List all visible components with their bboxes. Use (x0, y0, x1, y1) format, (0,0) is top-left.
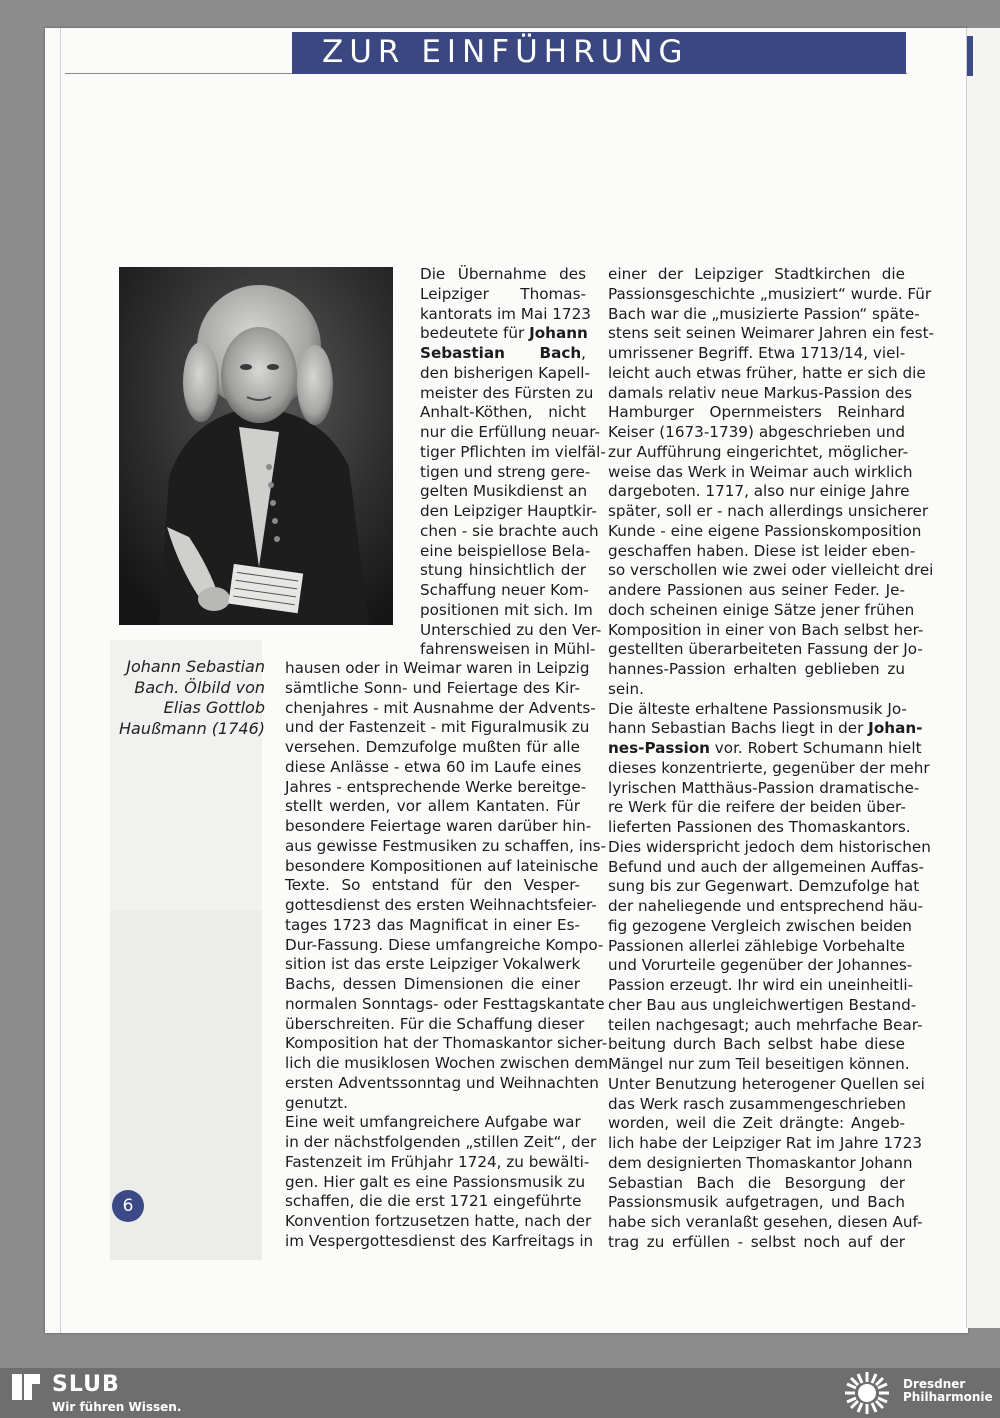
text-line: beitung durch Bach selbst habe diese (608, 1035, 905, 1054)
text-line: Mängel nur zum Teil beseitigen können. (608, 1055, 910, 1073)
caption-line: Bach. Ölbild von (134, 677, 265, 697)
bach-portrait-image (119, 267, 393, 625)
text-line: stung hinsichtlich der (420, 561, 586, 580)
caption-line: Johann Sebastian (126, 657, 265, 676)
text-line: andere Passionen aus seiner Feder. Je- (608, 581, 905, 599)
text-line: nur die Erfüllung neuar- (420, 423, 600, 441)
text-line: Anhalt-Köthen, nicht (420, 403, 586, 422)
text-line: versehen. Demzufolge mußten für alle (285, 738, 580, 756)
text-line: doch scheinen einige Sätze jener frühen (608, 600, 915, 619)
text-line: gen. Hier galt es eine Passionsmusik zu (285, 1172, 586, 1191)
text-line: sition ist das erste Leipziger Vokalwerk (285, 955, 581, 974)
text-line: den bisherigen Kapell- (420, 363, 590, 382)
text-line: dem designierten Thomaskantor Johann (608, 1153, 913, 1172)
text-line: aus gewisse Festmusiken zu schaffen, ins- (285, 836, 606, 855)
text-line: chenjahres - mit Ausnahme der Advents- (285, 698, 596, 717)
partner-line: Philharmonie (903, 1390, 993, 1404)
text-line: und der Fastenzeit - mit Figuralmusik zu (285, 718, 590, 737)
column-2-text (608, 265, 935, 1253)
text-line: Komposition in einer von Bach selbst her- (608, 620, 924, 639)
text-line: in der nächstfolgenden „stillen Zeit“, der (285, 1133, 597, 1151)
text-line: tiger Pflichten im vielfäl- (420, 442, 606, 461)
text-line: teilen nachgesagt; auch mehrfache Bear- (608, 1015, 923, 1034)
text-line: trag zu erfüllen - selbst noch auf der (608, 1232, 905, 1251)
text-line: Eine weit umfangreichere Aufgabe war (285, 1113, 581, 1132)
text-line: Sebastian Bach die Besorgung der (608, 1173, 905, 1192)
text-line: stellt werden, vor allem Kantaten. Für (285, 797, 580, 816)
slub-logo-icon (12, 1374, 40, 1400)
text-line: ersten Adventssonntag und Weihnachten (285, 1073, 599, 1092)
text-line: der naheliegende und entsprechend häu- (608, 897, 924, 915)
text-line: und Vorurteile gegenüber der Johannes- (608, 956, 913, 975)
text-line: sämtliche Sonn- und Feiertage des Kir- (285, 678, 580, 697)
text-line: lich die musiklosen Wochen zwischen dem (285, 1054, 609, 1072)
caption-line: Haußmann (1746) (118, 718, 265, 738)
text-line: Unterschied zu den Ver- (420, 620, 602, 639)
text-line: eine beispiellose Bela- (420, 541, 591, 560)
text-line: Befund und auch der allgemeinen Auffas- (608, 857, 925, 876)
text-line: umrissener Begriff. Etwa 1713/14, viel- (608, 344, 906, 362)
text-line: tigen und streng gere- (420, 462, 591, 481)
portrait-caption (110, 657, 265, 739)
text-line: hausen oder in Weimar waren in Leipzig (285, 659, 590, 677)
text-line: tages 1723 das Magnificat in einer Es- (285, 915, 580, 934)
text-line: chen - sie brachte auch (420, 521, 599, 540)
text-line: im Vespergottesdienst des Karfreitags in (285, 1231, 594, 1250)
footer-bar (0, 1368, 1000, 1418)
text-line: lieferten Passionen des Thomaskantors. (608, 818, 911, 836)
slub-name[interactable]: SLUB (52, 1372, 120, 1397)
text-line: Passion erzeugt. Ihr wird ein uneinheitli- (608, 976, 914, 994)
section-header-bar (292, 32, 906, 74)
column-1-bottom-text (285, 659, 609, 1252)
text-line: cher Bau aus ungleichwertigen Bestand- (608, 995, 917, 1014)
text-line: besondere Kompositionen auf lateinische (285, 856, 599, 875)
text-line: stens seit seinen Weimarer Jahren ein fest- (608, 324, 935, 343)
text-line: dieses konzentrierte, gegenüber der mehr (608, 758, 930, 777)
text-line: fig gezogene Vergleich zwischen beiden (608, 916, 912, 935)
text-line: leicht auch etwas früher, hatte er sich die (608, 363, 926, 382)
text-line: positionen mit sich. Im (420, 600, 593, 619)
text-line: sung bis zur Gegenwart. Demzufolge hat (608, 877, 920, 896)
text-line: geschaffen haben. Diese ist leider eben- (608, 541, 916, 560)
text-line: Hamburger Opernmeisters Reinhard (608, 403, 905, 422)
text-line: Keiser (1673-1739) abgeschrieben und (608, 423, 905, 441)
text-line: gottesdienst des ersten Weihnachtsfeier- (285, 896, 597, 914)
slub-tagline: Wir führen Wissen. (52, 1400, 182, 1414)
text-line: Sebastian Bach, (420, 344, 586, 362)
text-line: das Werk rasch zusammengeschrieben (608, 1094, 906, 1113)
text-line: Die älteste erhaltene Passionsmusik Jo- (608, 699, 907, 718)
text-line: Schaffung neuer Kom- (420, 581, 589, 599)
text-line: Konvention fortzusetzen hatte, nach der (285, 1212, 592, 1230)
column-1-top-text (420, 265, 606, 660)
text-line: habe sich veranlaßt gesehen, diesen Auf- (608, 1213, 923, 1231)
text-line: Komposition hat der Thomaskantor sicher- (285, 1034, 608, 1053)
page-number-badge: 6 (112, 1190, 144, 1222)
text-line: worden, weil die Zeit drängte: Angeb- (608, 1114, 905, 1133)
text-line: den Leipziger Hauptkir- (420, 502, 597, 520)
text-line: dargeboten. 1717, also nur einige Jahre (608, 482, 910, 501)
text-line: gelten Musikdienst an (420, 482, 588, 501)
text-line: fahrensweisen in Mühl- (420, 640, 596, 659)
dresdner-philharmonie-logo-icon (842, 1370, 892, 1416)
adjacent-header-bar (967, 36, 973, 76)
text-line: Bachs, dessen Dimensionen die einer (285, 975, 580, 993)
text-line: besondere Feiertage waren darüber hin- (285, 817, 592, 835)
text-line: nes-Passion vor. Robert Schumann hielt (608, 739, 922, 757)
caption-line: Elias Gottlob (163, 698, 265, 717)
text-line: Dies widerspricht jedoch dem historischen (608, 837, 931, 856)
text-line: lyrischen Matthäus-Passion dramatische- (608, 778, 920, 797)
text-line: normalen Sonntags- oder Festtagskantate (285, 994, 605, 1013)
partner-name[interactable] (903, 1378, 993, 1404)
section-title: ZUR EINFÜHRUNG (322, 34, 689, 70)
text-line: später, soll er - nach allerdings unsicherer (608, 502, 929, 520)
text-line: re Werk für die reifere der beiden über- (608, 798, 906, 817)
text-line: genutzt. (285, 1093, 348, 1112)
text-line: damals relativ neue Markus-Passion des (608, 383, 913, 402)
text-line: gestellten überarbeiteten Fassung der Jo- (608, 640, 923, 659)
text-line: überschreiten. Für die Schaffung dieser (285, 1014, 585, 1033)
text-line: hann Sebastian Bachs liegt in der Johan- (608, 719, 923, 738)
text-line: Kunde - eine eigene Passionskomposition (608, 521, 922, 540)
text-line: Die Übernahme des (420, 265, 586, 283)
text-line: Passionsgeschichte „musiziert“ wurde. Für (608, 284, 932, 303)
text-line: hannes-Passion erhalten geblieben zu (608, 660, 905, 678)
text-line: Unter Benutzung heterogener Quellen sei (608, 1074, 925, 1093)
text-line: Fastenzeit im Frühjahr 1724, zu bewälti- (285, 1152, 590, 1171)
text-line: sein. (608, 679, 644, 698)
text-line: Passionsmusik aufgetragen, und Bach (608, 1193, 905, 1212)
partner-line: Dresdner (903, 1377, 966, 1391)
text-line: meister des Fürsten zu (420, 383, 594, 402)
text-line: Dur-Fassung. Diese umfangreiche Kompo- (285, 935, 604, 954)
text-line: lich habe der Leipziger Rat im Jahre 1723 (608, 1134, 922, 1152)
text-line: schaffen, die die erst 1721 eingeführte (285, 1192, 582, 1211)
page-fold-line (60, 28, 61, 1333)
text-line: Bach war die „musizierte Passion“ späte- (608, 304, 920, 323)
text-line: zur Aufführung eingerichtet, möglicher- (608, 442, 909, 461)
text-line: kantorats im Mai 1723 (420, 304, 591, 323)
text-line: bedeutete für Johann (420, 324, 588, 343)
text-line: Jahres - entsprechende Werke bereitge- (285, 777, 587, 796)
adjacent-page-edge (966, 28, 1000, 1328)
text-line: so verschollen wie zwei oder vielleicht drei (608, 561, 934, 580)
text-line: einer der Leipziger Stadtkirchen die (608, 265, 905, 283)
text-line: diese Anlässe - etwa 60 im Laufe eines (285, 757, 582, 776)
text-line: weise das Werk in Weimar auch wirklich (608, 462, 913, 481)
text-line: Leipziger Thomas- (420, 284, 586, 303)
text-line: Texte. So entstand für den Vesper- (285, 876, 580, 895)
text-line: Passionen allerlei zählebige Vorbehalte (608, 936, 905, 955)
